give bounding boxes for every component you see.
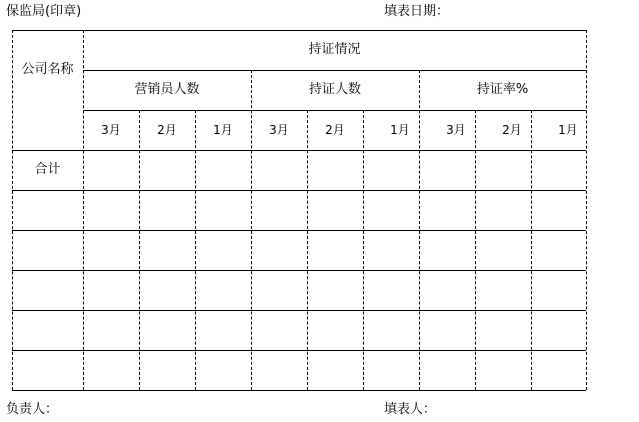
table-border-right — [586, 30, 587, 390]
month-header: 2月 — [502, 123, 522, 137]
table-rule — [12, 150, 586, 151]
month-header: 3月 — [446, 123, 466, 137]
fill-date-label: 填表日期： — [384, 4, 450, 19]
table-col-divider — [139, 110, 140, 390]
month-header: 3月 — [101, 123, 121, 137]
table-rule — [83, 110, 586, 111]
month-header: 1月 — [558, 123, 578, 137]
table-rule — [12, 230, 586, 231]
table-rule — [12, 190, 586, 191]
sub-header-certified: 持证人数 — [308, 82, 361, 97]
table-col-divider — [419, 70, 420, 390]
sub-header-cert-rate: 持证率% — [476, 82, 529, 97]
month-header: 2月 — [157, 123, 177, 137]
table-col-divider — [195, 110, 196, 390]
month-header: 1月 — [390, 123, 410, 137]
table-rule — [12, 350, 586, 351]
filler-label: 填表人： — [384, 402, 437, 417]
table-border-top — [12, 30, 586, 31]
table-border-bottom — [12, 390, 586, 391]
total-row-label: 合计 — [34, 162, 61, 177]
sub-header-salespeople: 营销员人数 — [134, 82, 200, 97]
table-col-divider — [251, 70, 252, 390]
table-col-divider — [307, 110, 308, 390]
table-rule — [12, 310, 586, 311]
table-border-left — [12, 30, 13, 390]
table-col-divider — [475, 110, 476, 390]
month-header: 2月 — [325, 123, 345, 137]
table-col-divider — [531, 110, 532, 390]
certification-group-header: 持证情况 — [308, 42, 361, 57]
responsible-person-label: 负责人： — [6, 402, 59, 417]
org-stamp-label: 保监局(印章) — [6, 4, 82, 19]
table-rule — [83, 70, 586, 71]
company-name-header: 公司名称 — [21, 62, 74, 77]
month-header: 3月 — [269, 123, 289, 137]
month-header: 1月 — [213, 123, 233, 137]
table-col-divider — [363, 110, 364, 390]
table-rule — [12, 270, 586, 271]
